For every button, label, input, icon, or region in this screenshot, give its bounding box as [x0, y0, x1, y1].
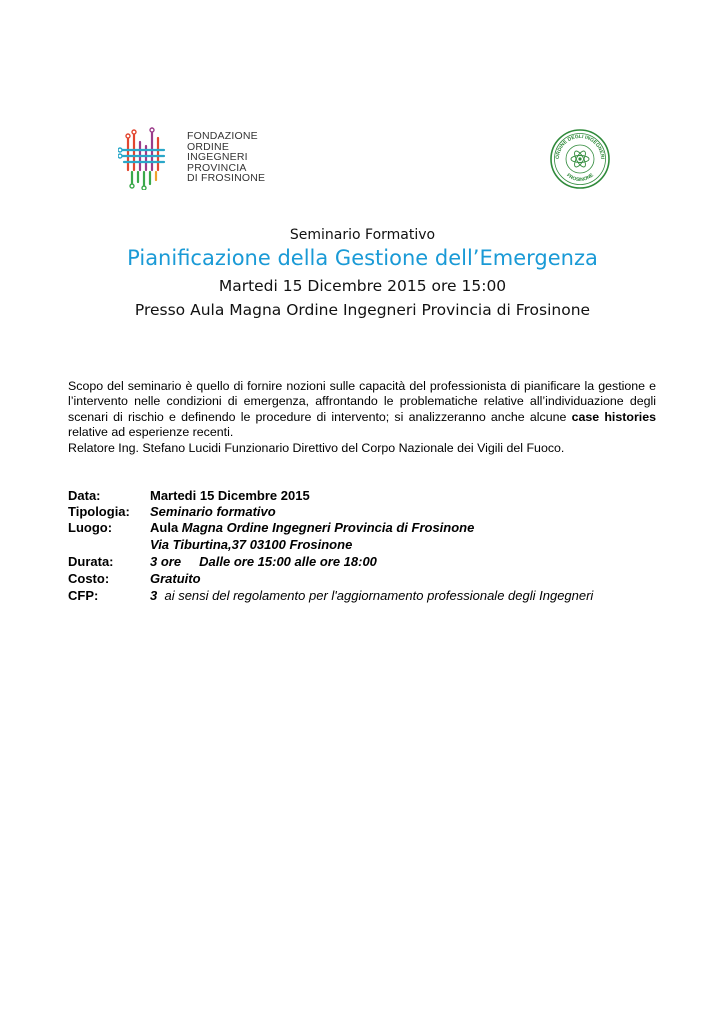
logo-text-line: PROVINCIA: [187, 161, 247, 174]
logo-text-line: FONDAZIONE: [187, 130, 258, 142]
detail-value: Seminario formativo: [150, 504, 276, 519]
date-line: Martedi 15 Dicembre 2015 ore 15:00: [218, 277, 507, 295]
speaker-line: Relatore Ing. Stefano Lucidi Funzionario Direttivo del Corpo Nazionale dei Vigili del Fuoco.: [68, 441, 565, 455]
cfp-number: 3: [150, 588, 158, 603]
seminar-subtitle: Seminario Formativo: [289, 227, 436, 243]
detail-label: Luogo:: [68, 520, 113, 535]
detail-label: Data:: [68, 488, 101, 503]
cfp-note: ai sensi del regolamento per l'aggiornamento professionale degli Ingegneri: [157, 588, 594, 603]
detail-value: [150, 520, 474, 535]
detail-value: 3 ore Dalle ore 15:00 alle ore 18:00: [150, 554, 377, 569]
detail-value: Martedi 15 Dicembre 2015: [150, 488, 310, 503]
logo-text-line: INGEGNERI: [187, 151, 248, 164]
logo-text-line: ORDINE: [187, 140, 230, 153]
detail-label: Durata:: [68, 554, 114, 569]
description-text: Scopo del seminario è quello di fornire nozioni sulle capacità del professionista di pianificare la gestione e l’intervento nelle condizioni di emergenza, affrontando le problematiche relative all’individuazione degli scenari di rischio e definendo le procedure di intervento; si analizzeranno anche alcune: [68, 379, 656, 424]
description-text-end: relative ad esperienze recenti.: [68, 424, 234, 439]
seal-bottom-text: FROSINONE: [565, 172, 595, 184]
fondazione-logo-icon: [118, 126, 168, 190]
detail-label: Tipologia:: [68, 504, 130, 519]
detail-label: CFP:: [68, 588, 99, 603]
logo-text-line: DI FROSINONE: [187, 172, 266, 185]
detail-address: Via Tiburtina,37 03100 Frosinone: [150, 537, 353, 552]
page-title: Pianificazione della Gestione dell’Emergenza: [127, 246, 598, 270]
logo-text: [187, 131, 265, 184]
ordine-seal-icon: [549, 128, 611, 190]
description-paragraph: [68, 379, 656, 440]
detail-value: Gratuito: [150, 571, 201, 586]
place-line: Presso Aula Magna Ordine Ingegneri Provincia di Frosinone: [134, 301, 591, 319]
luogo-prefix: Aula: [150, 520, 182, 535]
description-bold-text: case histories: [571, 409, 656, 424]
luogo-name: Magna Ordine Ingegneri Provincia di Frosinone: [181, 520, 475, 535]
svg-text:FROSINONE: [565, 172, 595, 183]
seal-top-text: ORDINE DEGLI INGEGNERI: [554, 133, 606, 160]
detail-label: Costo:: [68, 571, 110, 586]
detail-value: [150, 588, 593, 603]
